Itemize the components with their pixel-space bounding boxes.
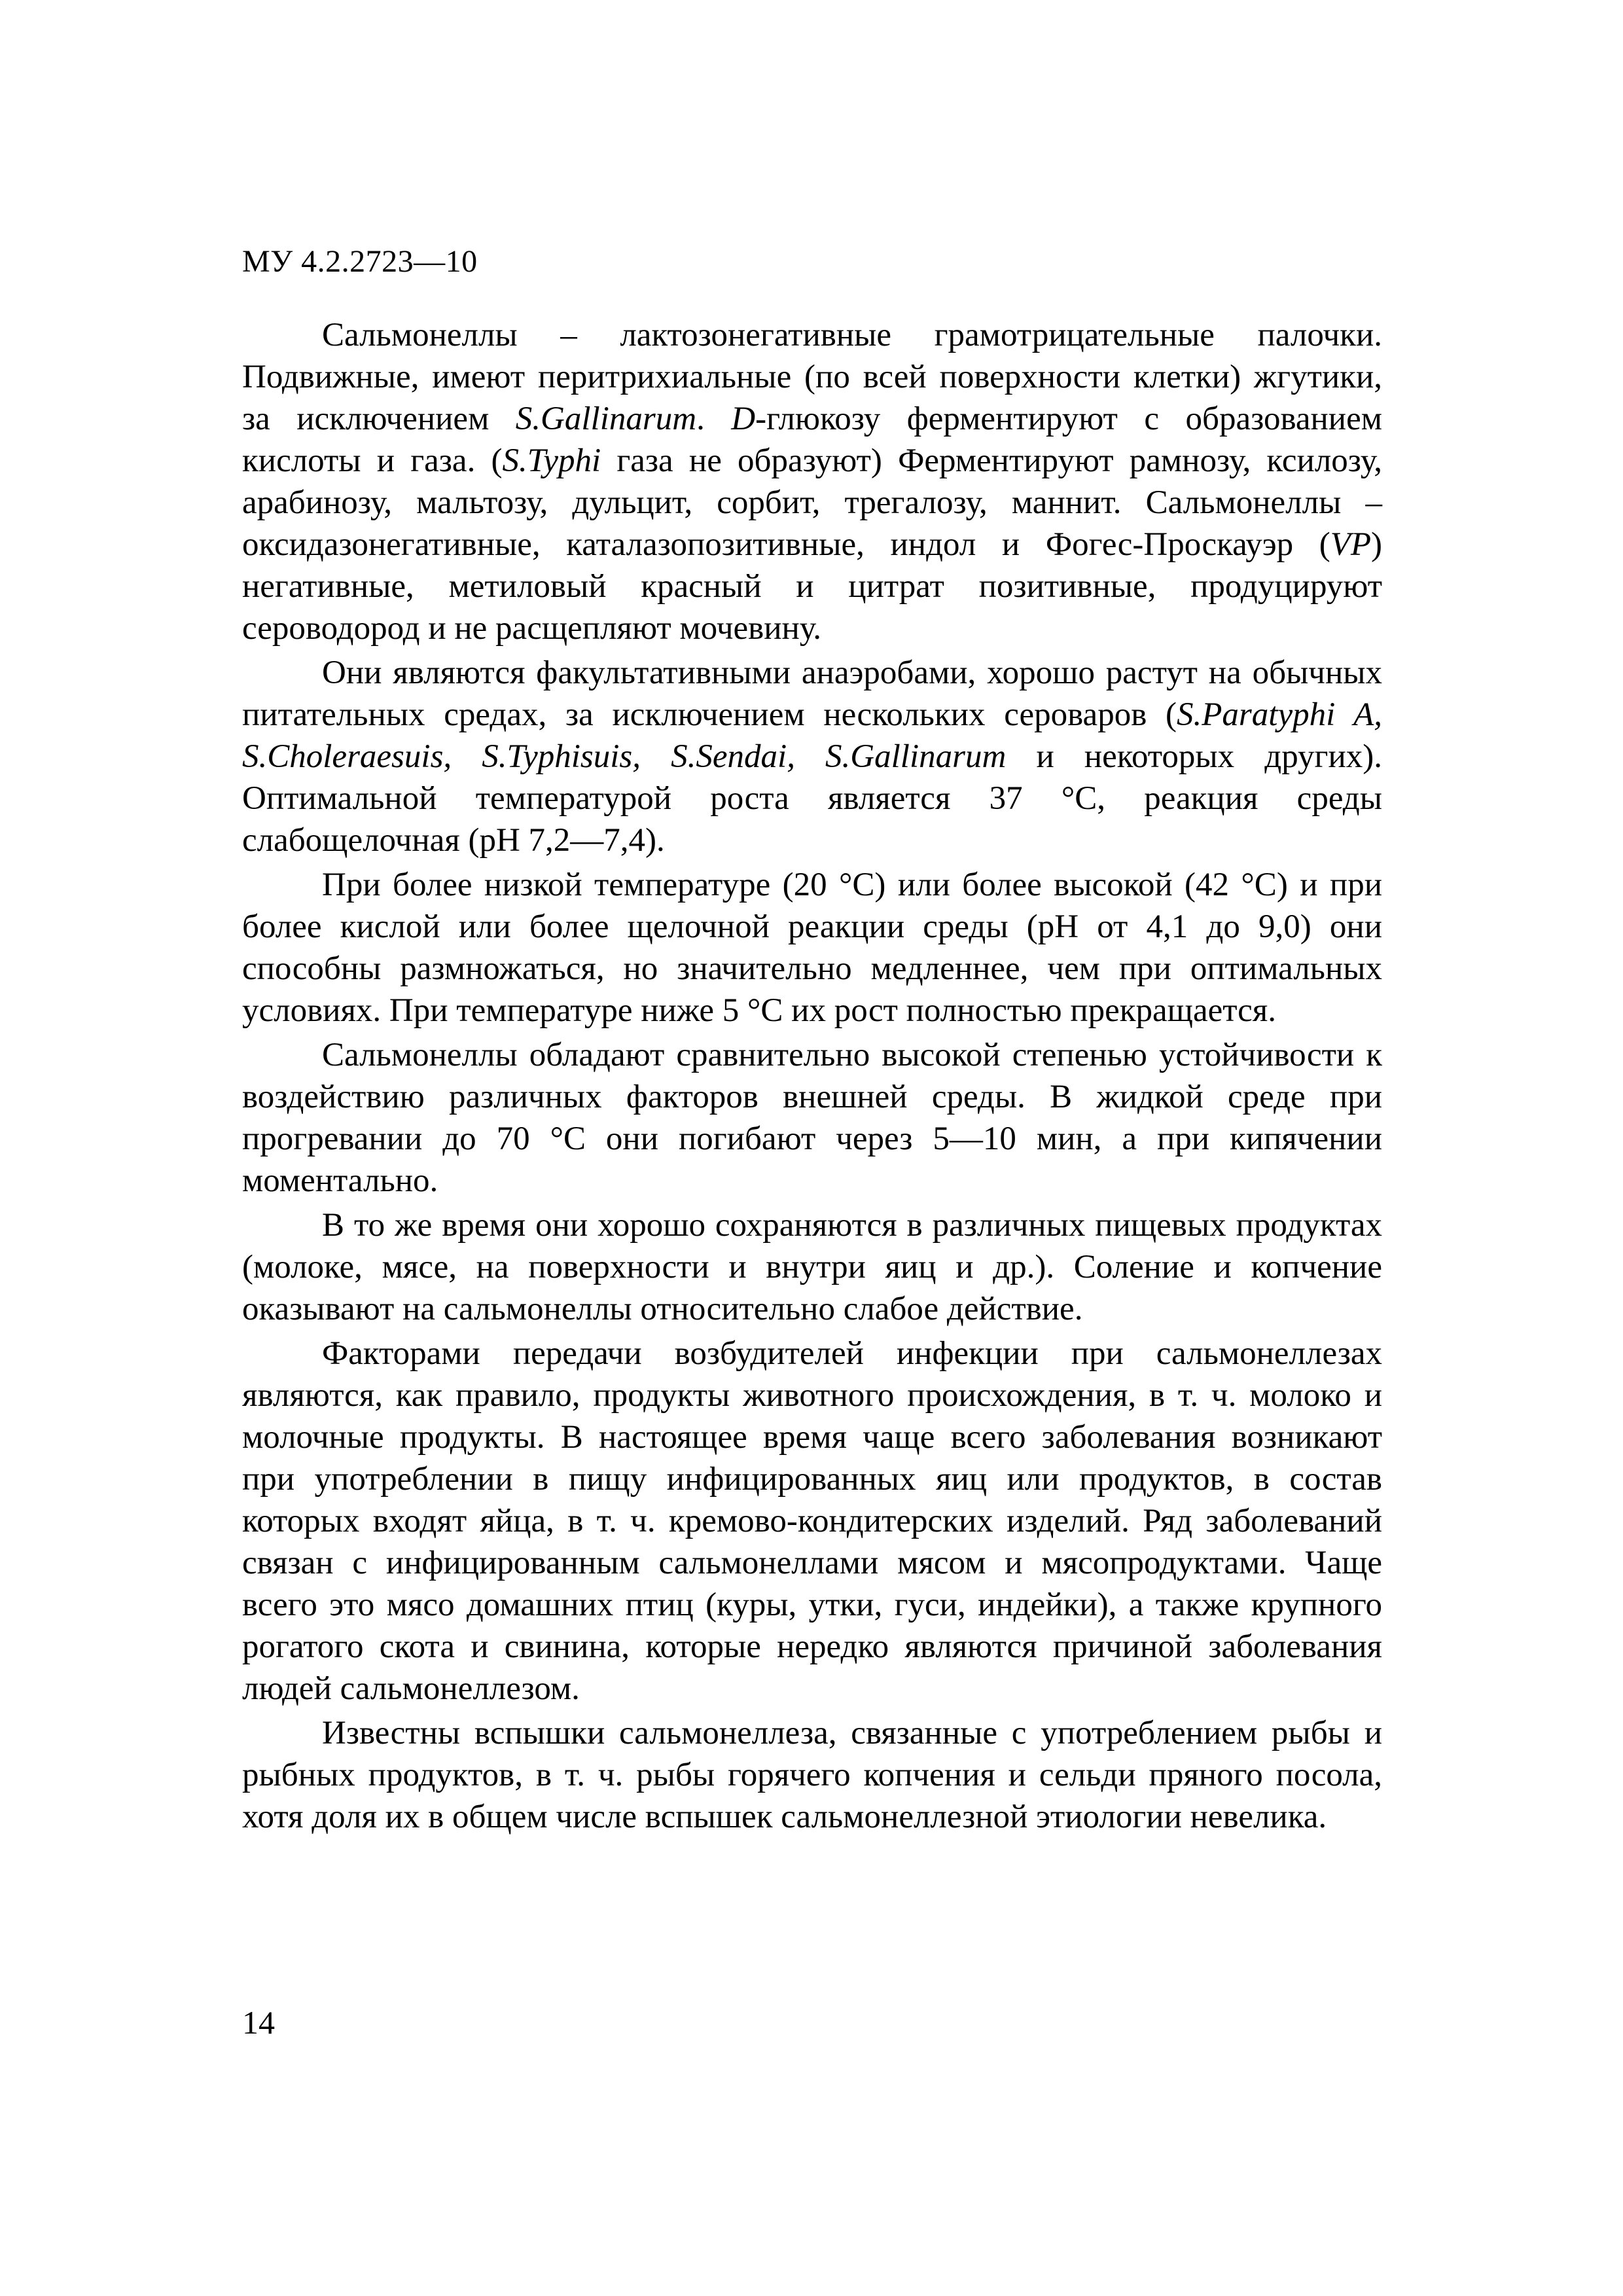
paragraph bbox=[242, 1333, 1382, 1710]
text-run: . bbox=[696, 401, 732, 437]
text-run: Факторами передачи возбудителей инфекции при сальмонеллезах являются, как правило, продукты животного происхождения, в т. ч. молоко и молочные продукты. В настоящее время чаще всего заболевания возникают при употреблении в пищу инфицированных яиц или продуктов, в состав которых входят яйца, в т. ч. кремово-кондитерских изделий. Ряд заболеваний связан с инфицированным сальмонеллами мясом и мясопродуктами. Чаще всего это мясо домашних птиц (куры, утки, гуси, индейки), а также крупного рогатого скота и свинина, которые нередко являются причиной заболевания людей сальмонеллезом. bbox=[242, 1335, 1382, 1707]
text-run: газа не образуют) Ферментируют рамнозу, ксилозу, арабинозу, мальтозу, дульцит, сорбит, трегалозу, маннит. Сальмонеллы – оксидазонегативные, каталазопозитивные, индол и Фогес-Проскауэр ( bbox=[242, 442, 1383, 563]
paragraph bbox=[242, 864, 1382, 1031]
italic-text-run: S.Gallinarum bbox=[515, 401, 697, 437]
text-run: При более низкой температуре (20 °С) или более высокой (42 °С) и при более кислой или более щелочной реакции среды (pH от 4,1 до 9,0) они способны размножаться, но значительно медленнее, чем при оптимальных условиях. При температуре ниже 5 °С их рост полностью прекращается. bbox=[242, 867, 1382, 1029]
italic-text-run: D bbox=[731, 401, 756, 437]
text-run: Они являются факультативными анаэробами, хорошо растут на обычных питательных средах, за исключением нескольких сероваров ( bbox=[242, 655, 1382, 733]
text-run: В то же время они хорошо сохраняются в различных пищевых продуктах (молоке, мясе, на поверхности и внутри яиц и др.). Соление и копчение оказывают на сальмонеллы относительно слабое действие. bbox=[242, 1207, 1382, 1327]
body-text bbox=[242, 314, 1382, 1840]
text-run: Сальмонеллы – лактозонегативные грамотрицательные палочки. Подвижные, имеют перитрихиальные (по всей поверхности клетки) жгутики, за исключением bbox=[242, 317, 1382, 437]
paragraph bbox=[242, 1034, 1382, 1202]
italic-text-run: VP bbox=[1330, 526, 1372, 563]
text-run: и некоторых других). Оптимальной температурой роста является 37 °С, реакция среды слабощелочная (pH 7,2—7,4). bbox=[242, 738, 1382, 859]
italic-text-run: S.Paratyphi A, S.Choleraesuis, S.Typhisuis, S.Sendai, S.Gallinarum bbox=[242, 696, 1382, 775]
document-code-header: МУ 4.2.2723—10 bbox=[242, 244, 478, 279]
paragraph bbox=[242, 314, 1382, 649]
paragraph bbox=[242, 652, 1382, 861]
paragraph bbox=[242, 1712, 1382, 1838]
text-run: -глюкозу ферментируют с образованием кислоты и газа. ( bbox=[242, 401, 1382, 479]
text-run: Известны вспышки сальмонеллеза, связанные с употреблением рыбы и рыбных продуктов, в т. ч. рыбы горячего копчения и сельди пряного посола, хотя доля их в общем числе вспышек сальмонеллезной этиологии невелика. bbox=[242, 1715, 1382, 1835]
text-run: Сальмонеллы обладают сравнительно высокой степенью устойчивости к воздействию различных факторов внешней среды. В жидкой среде при прогревании до 70 °С они погибают через 5—10 мин, а при кипячении моментально. bbox=[242, 1037, 1382, 1199]
text-run: ) негативные, метиловый красный и цитрат позитивные, продуцируют сероводород и не расщепляют мочевину. bbox=[242, 526, 1382, 647]
paragraph bbox=[242, 1204, 1382, 1330]
page-number: 14 bbox=[242, 2004, 275, 2041]
italic-text-run: S.Typhi bbox=[502, 442, 601, 479]
